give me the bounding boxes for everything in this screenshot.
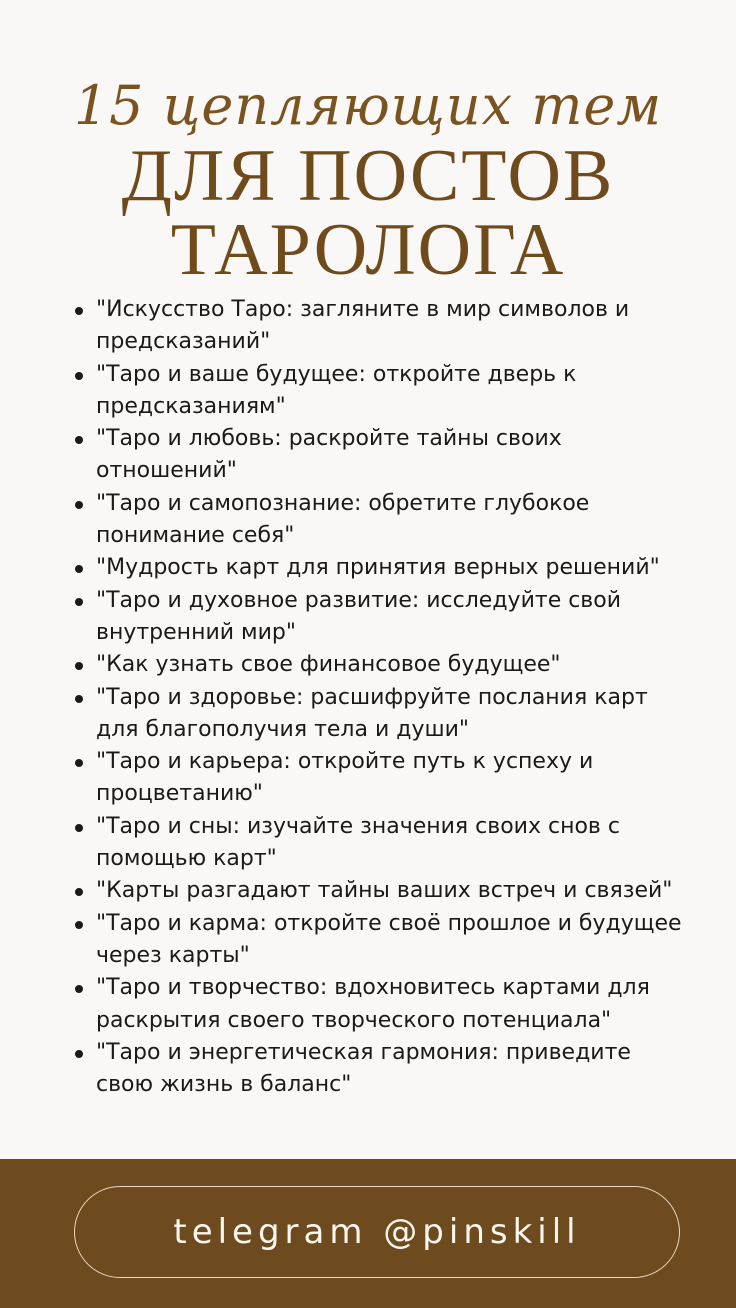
bullet-icon [75, 501, 83, 509]
bullet-icon [75, 759, 83, 767]
list-item [72, 294, 692, 359]
topic-text: "Как узнать свое финансовое будущее" [96, 652, 561, 678]
topic-text: "Искусство Таро: загляните в мир символов и предсказаний" [96, 297, 630, 355]
topic-text: "Таро и творчество: вдохновитесь картами для раскрытия своего творческого потенциала" [96, 975, 650, 1033]
bullet-icon [75, 307, 83, 315]
topic-text: "Карты разгадают тайны ваших встреч и связей" [96, 878, 673, 904]
list-item [72, 746, 692, 811]
topic-text: "Таро и ваше будущее: откройте дверь к предсказаниям" [96, 361, 577, 419]
list-item [72, 552, 692, 584]
telegram-handle[interactable]: telegram @pinskill [173, 1212, 581, 1252]
topic-text: "Таро и карьера: откройте путь к успеху и процветанию" [96, 749, 594, 807]
list-item [72, 972, 692, 1037]
main-title-line-1: ДЛЯ ПОСТОВ [121, 135, 615, 217]
list-item [72, 682, 692, 747]
topic-text: "Таро и здоровье: расшифруйте послания карт для благополучия тела и души" [96, 684, 648, 742]
topic-text: "Таро и самопознание: обретите глубокое понимание себя" [96, 490, 590, 549]
list-item [72, 908, 692, 973]
bullet-icon [75, 598, 83, 606]
topic-text: "Таро и любовь: раскройте тайны своих отношений" [96, 426, 562, 484]
bullet-icon [75, 824, 83, 832]
bullet-icon [75, 436, 83, 444]
bullet-icon [75, 565, 83, 573]
topic-text: "Мудрость карт для принятия верных решений" [96, 555, 660, 581]
list-item [72, 585, 692, 650]
list-item [72, 1037, 692, 1102]
telegram-link-button[interactable] [74, 1186, 680, 1278]
list-item [72, 359, 692, 424]
footer [0, 1159, 736, 1308]
topics-list [72, 294, 692, 1101]
topic-text: "Таро и энергетическая гармония: приведите свою жизнь в баланс" [96, 1039, 631, 1098]
bullet-icon [75, 921, 83, 929]
list-item [72, 875, 692, 907]
bullet-icon [75, 888, 83, 896]
main-title-line-2: ТАРОЛОГА [170, 209, 566, 291]
list-item [72, 811, 692, 876]
bullet-icon [75, 372, 83, 380]
topic-text: "Таро и духовное развитие: исследуйте свой внутренний мир" [96, 587, 622, 645]
script-title: 15 цепляющих тем [73, 74, 663, 137]
bullet-icon [75, 695, 83, 703]
list-item [72, 423, 692, 488]
list-item [72, 649, 692, 681]
bullet-icon [75, 985, 83, 993]
list-item [72, 488, 692, 553]
topic-text: "Таро и сны: изучайте значения своих снов с помощью карт" [96, 813, 620, 872]
bullet-icon [75, 662, 83, 670]
topic-text: "Таро и карма: откройте своё прошлое и будущее через карты" [96, 910, 682, 968]
bullet-icon [75, 1050, 83, 1058]
